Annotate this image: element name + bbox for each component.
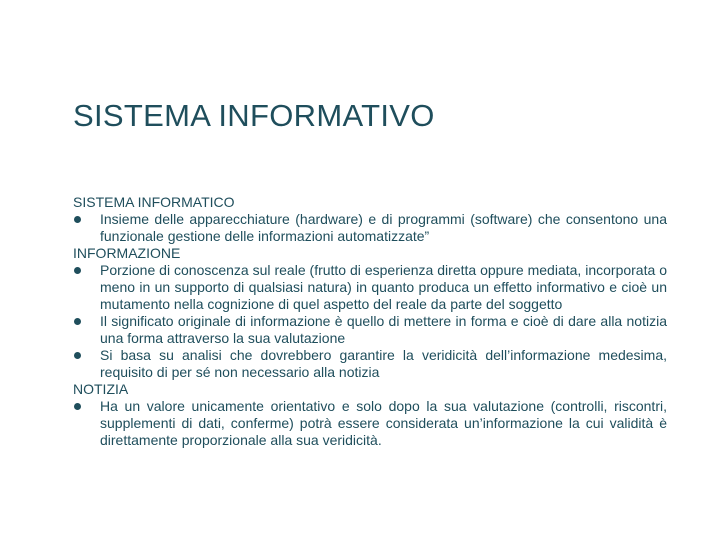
slide-title: SISTEMA INFORMATIVO xyxy=(73,98,435,133)
section-heading: SISTEMA INFORMATICO xyxy=(73,194,235,210)
bullet-icon xyxy=(74,267,81,274)
bullet-icon xyxy=(74,403,81,410)
bullet-icon xyxy=(74,216,81,223)
section-sistema-informatico xyxy=(73,194,667,245)
bullet-item xyxy=(73,313,667,347)
bullet-text: Ha un valore unicamente orientativo e solo dopo la sua valutazione (controlli, riscontri, supplementi di dati, conferme) potrà essere considerata un’informazione la cui validità è direttamente proporzionale alla sua veridicità. xyxy=(100,398,667,448)
bullet-text: Il significato originale di informazione è quello di mettere in forma e cioè di dare alla notizia una forma attraverso la sua valutazione xyxy=(100,313,667,346)
bullet-list xyxy=(73,398,667,449)
bullet-icon xyxy=(74,352,81,359)
slide-content xyxy=(73,194,667,449)
bullet-text: Si basa su analisi che dovrebbero garantire la veridicità dell’informazione medesima, requisito di per sé non necessario alla notizia xyxy=(100,347,667,380)
bullet-list xyxy=(73,262,667,381)
section-heading: INFORMAZIONE xyxy=(73,245,181,261)
bullet-item xyxy=(73,262,667,313)
section-notizia xyxy=(73,381,667,449)
bullet-text: Porzione di conoscenza sul reale (frutto di esperienza diretta oppure mediata, incorporata o meno in un supporto di qualsiasi natura) in quanto produca un effetto informativo e cioè un mutamento nella cognizione di quel aspetto del reale da parte del soggetto xyxy=(100,262,667,312)
section-heading: NOTIZIA xyxy=(73,381,129,397)
bullet-icon xyxy=(74,318,81,325)
bullet-item xyxy=(73,398,667,449)
bullet-item xyxy=(73,347,667,381)
bullet-item xyxy=(73,211,667,245)
bullet-list xyxy=(73,211,667,245)
section-informazione xyxy=(73,245,667,381)
bullet-text: Insieme delle apparecchiature (hardware) e di programmi (software) che consentono una funzionale gestione delle informazioni automatizzate” xyxy=(100,211,667,244)
